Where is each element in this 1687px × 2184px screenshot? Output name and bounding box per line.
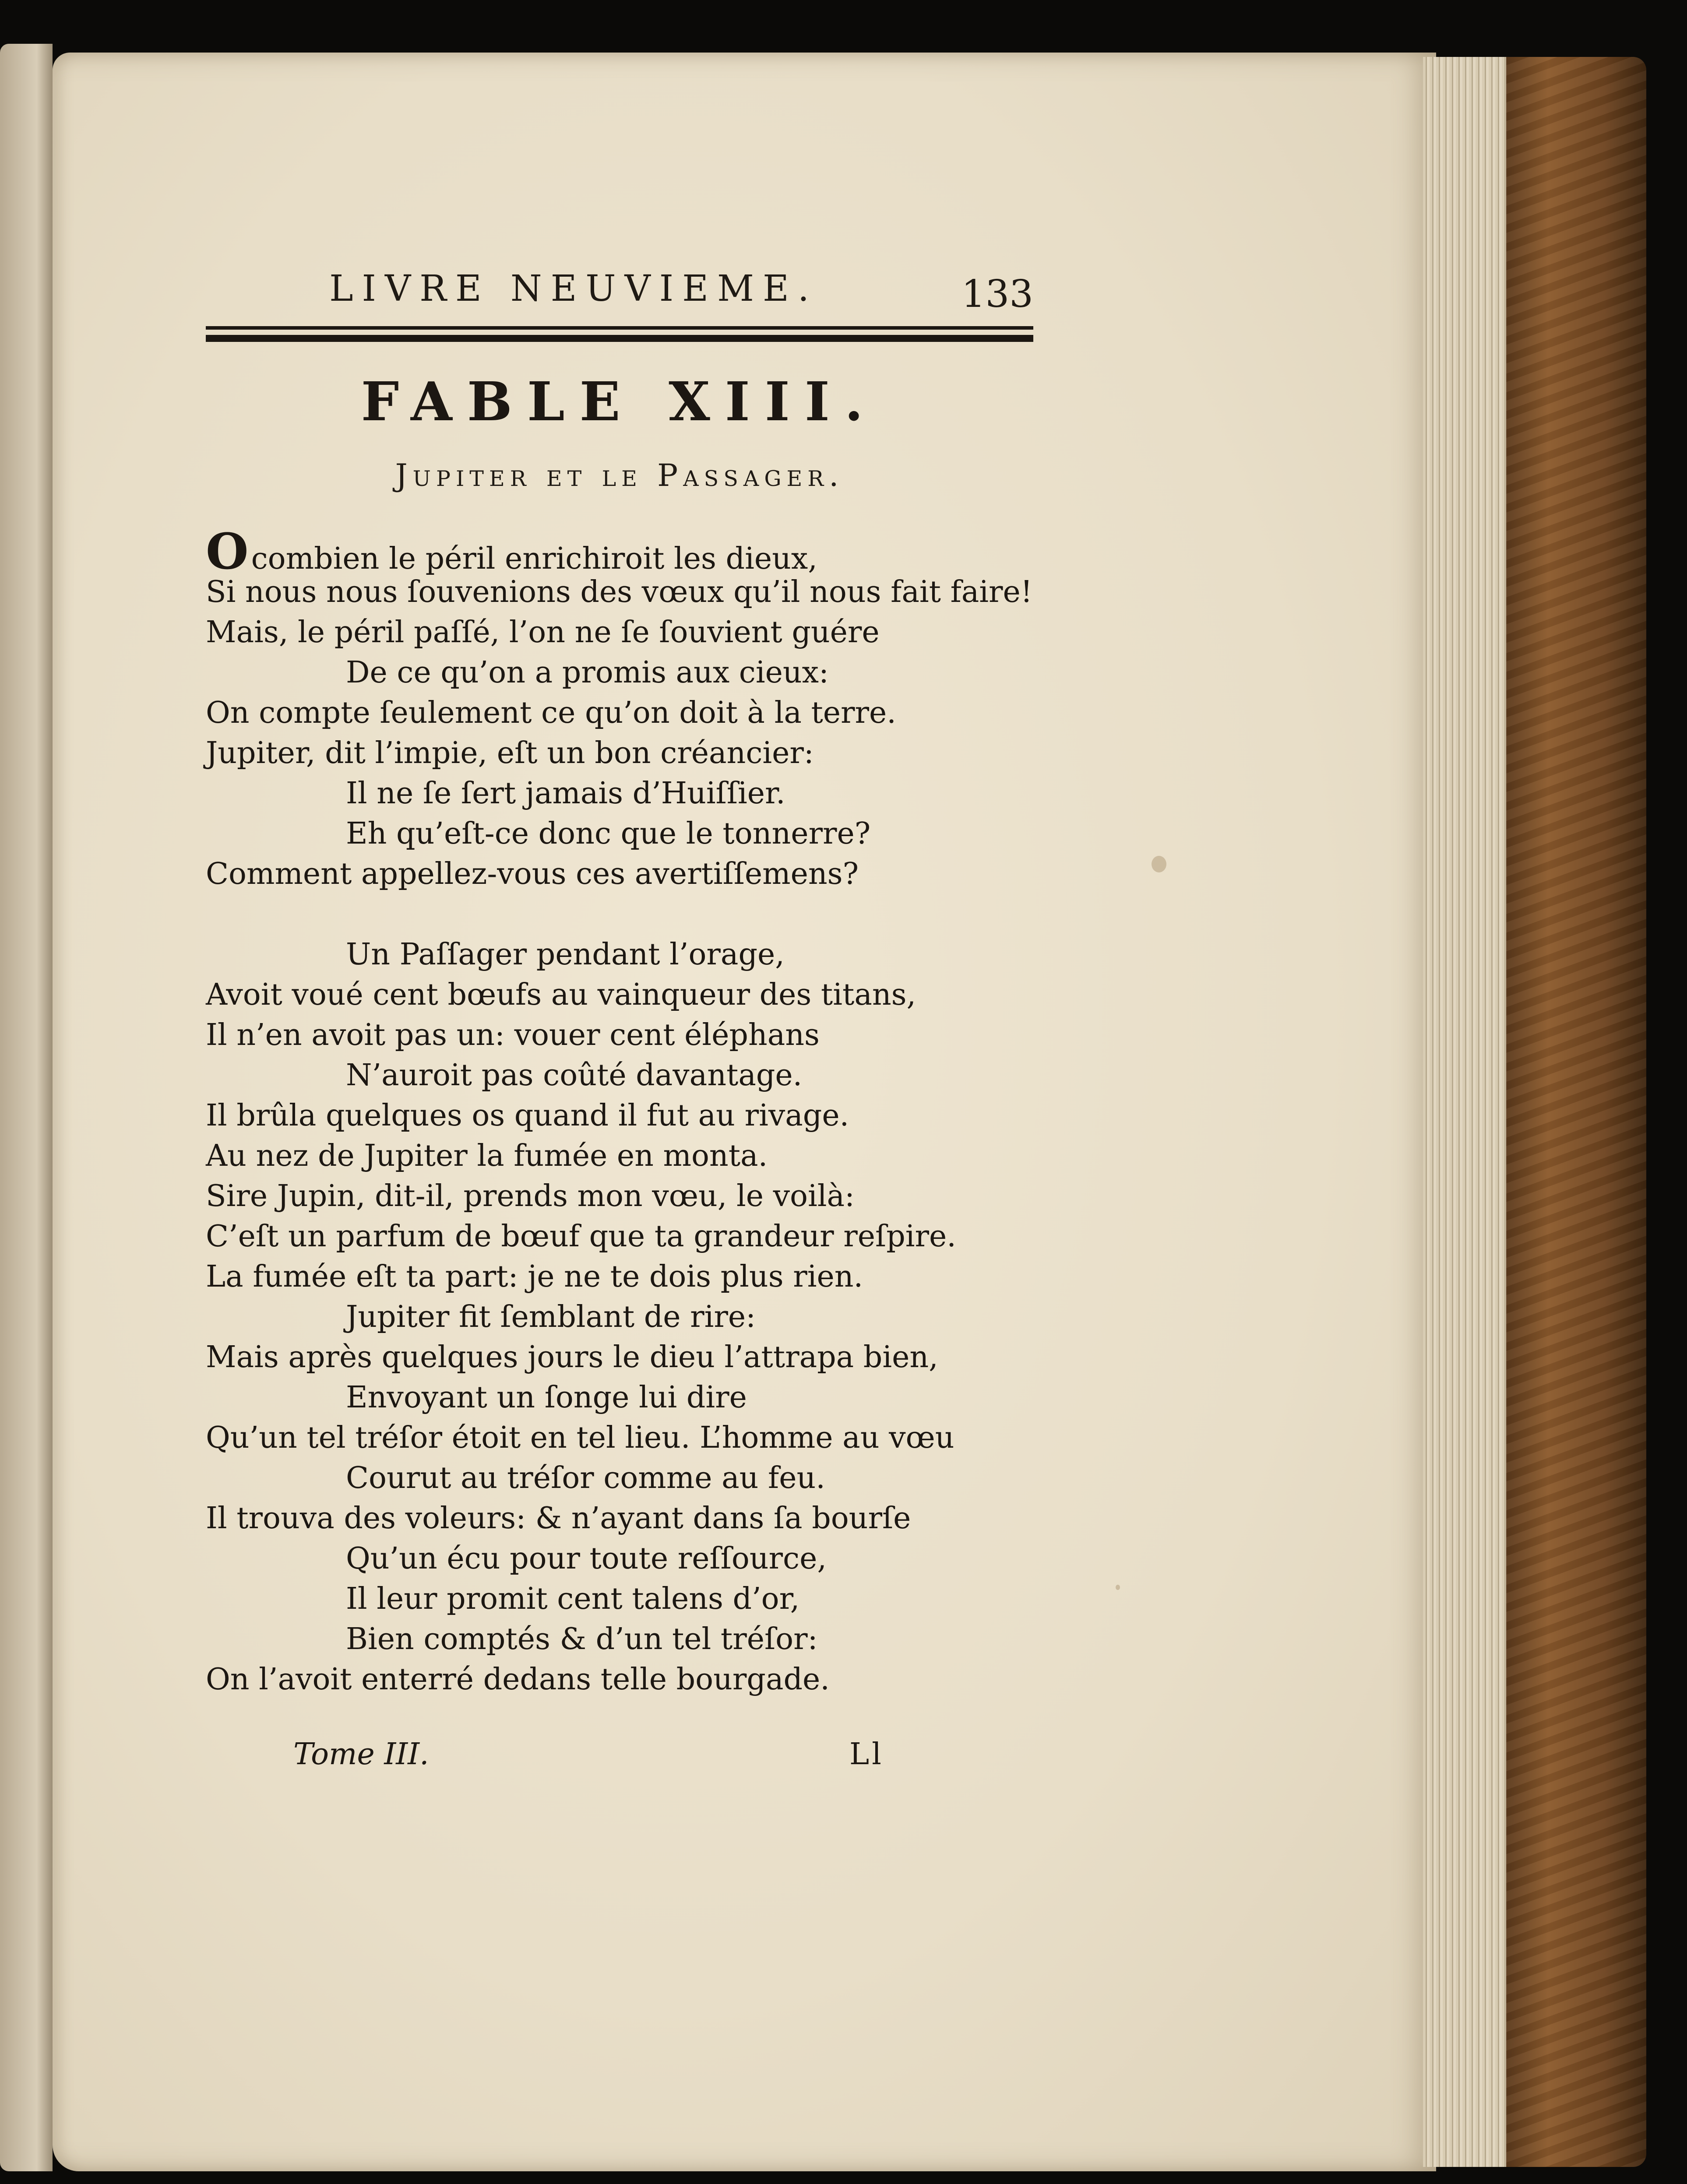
verse-text: C’eſt un parfum de bœuf que ta grandeur reſpire. — [206, 1219, 956, 1254]
verse-line — [206, 572, 1032, 612]
verse-text: Au nez de Jupiter la fumée en monta. — [206, 1139, 768, 1173]
verse-line — [206, 854, 859, 894]
verse-line — [206, 733, 814, 774]
verse-text: Sire Jupin, dit-il, prends mon vœu, le voilà: — [206, 1179, 855, 1213]
verse-line — [346, 1579, 799, 1619]
verse-text: Eh qu’eſt-ce donc que le tonnerre? — [346, 816, 871, 851]
foxing-spot — [1152, 856, 1166, 872]
verse-text: combien le péril enrichiroit les dieux, — [251, 542, 817, 576]
verse-line — [206, 1660, 830, 1700]
verse-line — [346, 1458, 825, 1498]
signature-mark: Ll — [849, 1737, 884, 1772]
verse-line — [206, 1176, 855, 1217]
verse-text: Jupiter, dit l’impie, eſt un bon créancier: — [206, 736, 814, 770]
double-rule — [206, 326, 1033, 342]
verse-text: Mais après quelques jours le dieu l’attrapa bien, — [206, 1340, 938, 1375]
verse-line — [346, 653, 829, 693]
verse-line — [206, 1217, 956, 1257]
running-title: LIVRE NEUVIEME. — [329, 268, 818, 309]
verse-line — [346, 1539, 827, 1579]
verse-text: Envoyant un ſonge lui dire — [346, 1380, 747, 1415]
verse-line — [346, 1378, 747, 1418]
verse-line — [346, 814, 870, 854]
verse-line — [206, 1136, 768, 1176]
verse-text: Si nous nous ſouvenions des vœux qu’il nous fait faire! — [206, 575, 1033, 609]
verse-text: De ce qu’on a promis aux cieux: — [346, 655, 829, 690]
verse-line — [346, 935, 785, 975]
verse-text: Un Paſſager pendant l’orage, — [346, 937, 785, 972]
fable-subtitle: Jupiter et le Passager. — [395, 457, 844, 493]
verse-text: Mais, le péril paſſé, l’on ne ſe ſouvient guére — [206, 615, 880, 650]
verse-line — [346, 1619, 818, 1660]
verse-text: Il n’en avoit pas un: vouer cent éléphans — [206, 1018, 820, 1052]
fable-title: FABLE XIII. — [361, 370, 878, 433]
verse-line — [206, 1257, 863, 1297]
verse-line — [206, 1418, 954, 1458]
verse-text: Comment appellez-vous ces avertiſſemens? — [206, 857, 859, 891]
verse-line — [206, 612, 880, 653]
verse-text: Bien comptés & d’un tel tréſor: — [346, 1622, 818, 1656]
verse-line — [206, 1015, 820, 1055]
verse-line — [206, 1498, 911, 1539]
verse-line — [206, 693, 896, 733]
previous-page-edge — [0, 44, 53, 2171]
verse-text: Il brûla quelques os quand il fut au rivage. — [206, 1098, 849, 1133]
page-number: 133 — [961, 272, 1033, 316]
verse-text: Il leur promit cent talens d’or, — [346, 1582, 800, 1616]
foxing-spot — [1116, 1585, 1120, 1590]
verse-text: Qu’un écu pour toute reſſource, — [346, 1541, 827, 1576]
verse-line — [206, 1337, 938, 1378]
drop-cap: O — [206, 523, 249, 580]
verse-text: Il trouva des voleurs: & n’ayant dans ſa bourſe — [206, 1501, 911, 1536]
verse-line — [346, 1297, 756, 1337]
verse-text: Qu’un tel tréſor étoit en tel lieu. L’homme au vœu — [206, 1421, 954, 1455]
verse-line — [346, 1055, 802, 1096]
volume-label: Tome III. — [293, 1737, 429, 1772]
verse-text: La fumée eſt ta part: je ne te dois plus rien. — [206, 1259, 863, 1294]
page-block-edges — [1423, 57, 1511, 2167]
verse-text: Il ne ſe ſert jamais d’Huiſſier. — [346, 776, 785, 811]
verse-line — [346, 774, 785, 814]
verse-text: Courut au tréſor comme au feu. — [346, 1461, 825, 1495]
verse-line — [206, 523, 817, 580]
verse-line — [206, 975, 916, 1015]
verse-text: On l’avoit enterré dedans telle bourgade. — [206, 1662, 830, 1697]
verse-line — [206, 1096, 849, 1136]
verse-text: N’auroit pas coûté davantage. — [346, 1058, 803, 1093]
running-head — [206, 263, 1033, 324]
verse-text: Avoit voué cent bœufs au vainqueur des titans, — [206, 978, 916, 1012]
verse-text: Jupiter fit ſemblant de rire: — [346, 1300, 756, 1334]
leather-grain — [1506, 57, 1646, 2167]
verse-text: On compte ſeulement ce qu’on doit à la terre. — [206, 696, 896, 730]
